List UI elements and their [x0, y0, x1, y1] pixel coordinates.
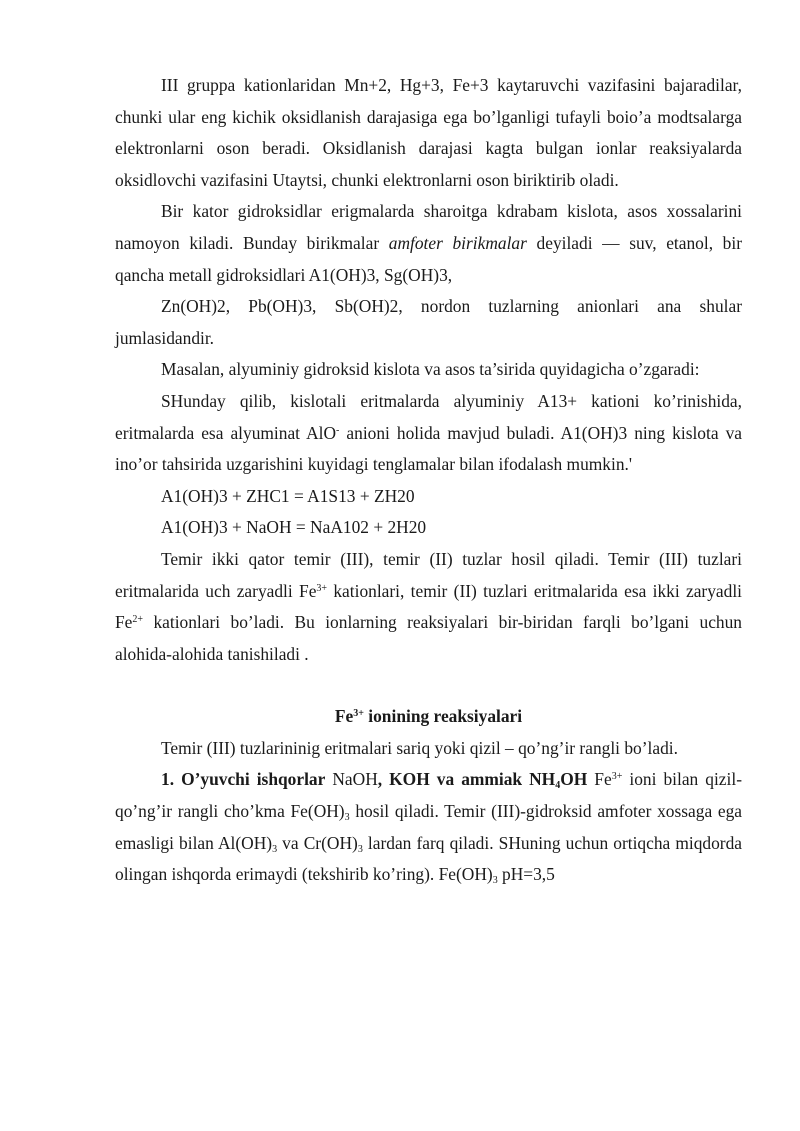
paragraph-text: anioni holida mavjud buladi. A1(OH)3 ning kislota va ino’or tahsirida uzgarishini kuyidagi tenglamalar bilan ifodalash mumkin.': [115, 422, 742, 475]
paragraph-reducing-cations: III gruppa kationlaridan Mn+2, Hg+3, Fe+3 kaytaruvchi vazifasini bajaradilar, chunki ular eng kichik oksidlanish darajasiga ega bo’lganligi tufayli boio’a modtsalarga elektronlarni oson beradi. Oksidlanish darajasi kagta bulgan ionlar reaksiyalarda oksidlovchi vazifasini Utaytsi, chunki elektronlarni oson biriktirib oladi.: [115, 75, 742, 190]
subscript: 3: [344, 812, 350, 824]
paragraph-text: pH=3,5: [497, 864, 555, 885]
paragraph-text: hosil qiladi. Temir (III)-gidroksid amfoter xossaga ega emasligi bilan Al(OH): [115, 801, 742, 853]
paragraph-amphoteric: [115, 196, 742, 291]
paragraph-iron-salts: [115, 544, 742, 670]
heading-text: ionining reaksiyalari: [363, 706, 523, 727]
superscript: 2+: [132, 614, 144, 626]
paragraph-text: kationlari bo’ladi. Bu ionlarning reaksiyalari bir-biridan farqli bo’lgani uchun alohida-alohida tanishiladi .: [115, 612, 742, 664]
subscript: 3: [357, 843, 363, 855]
paragraph-text: SHunday qilib, kislotali eritmalarda alyuminiy A13+ kationi ko’rinishida, eritmalarda esa alyuminat AlO: [115, 390, 742, 443]
superscript: -: [336, 424, 340, 436]
document-page: [115, 70, 742, 891]
heading-superscript: 3+: [353, 708, 364, 720]
paragraph-hydroxides-list: Zn(OH)2, Pb(OH)3, Sb(OH)2, nordon tuzlarning anionlari ana shular jumlasidandir.: [115, 296, 742, 348]
bold-text: 1. O’yuvchi ishqorlar: [161, 769, 326, 790]
paragraph-text: lardan farq qiladi. SHuning uchun ortiqcha miqdorda olingan ishqorda erimaydi (tekshirib ko’ring). Fe(OH): [115, 832, 742, 885]
equation-2: A1(OH)3 + NaOH = NaA102 + 2H20: [161, 517, 427, 538]
amphoteric-term: amfoter birikmalar: [388, 232, 527, 253]
paragraph-text: Temir ikki qator temir (III), temir (II) tuzlar hosil qiladi. Temir (III) tuzlari eritmalarida uch zaryadli Fe: [115, 548, 742, 601]
paragraph-text: deyiladi — suv, etanol, bir qancha metall gidroksidlari A1(OH)3, Sg(OH)3,: [115, 232, 743, 285]
paragraph-text: va Cr(OH): [277, 832, 358, 853]
paragraph-alkali-reaction: [115, 764, 742, 890]
paragraph-text: Fe: [587, 769, 612, 790]
paragraph-example: Masalan, alyuminiy gidroksid kislota va asos ta’sirida quyidagicha o’zgaradi:: [161, 359, 700, 380]
paragraph-iron-color: Temir (III) tuzlarininig eritmalari sariq yoki qizil – qo’ng’ir rangli bo’ladi.: [161, 737, 678, 758]
paragraph-text: NaOH: [325, 769, 378, 790]
heading-base: Fe: [334, 706, 354, 727]
subscript: 3: [272, 843, 278, 855]
subscript: 4: [555, 780, 561, 792]
equation-1: A1(OH)3 + ZHC1 = A1S13 + ZH20: [161, 485, 415, 506]
subscript: 3: [492, 875, 498, 887]
paragraph-text: Bir kator gidroksidlar erigmalarda sharoitga kdrabam kislota, asos xossalarini namoyon kiladi. Bunday birikmalar: [115, 201, 742, 253]
superscript: 3+: [611, 771, 623, 783]
superscript: 3+: [316, 582, 328, 594]
section-heading: [115, 701, 742, 733]
paragraph-text: ioni bilan qizil-qo’ng’ir rangli cho’kma Fe(OH): [115, 769, 742, 822]
paragraph-aluminium: [115, 386, 742, 481]
bold-part: , KOH va ammiak NH: [377, 769, 556, 790]
bold-text: [377, 769, 588, 792]
paragraph-text: kationlari, temir (II) tuzlari eritmalarida esa ikki zaryadli Fe: [115, 580, 742, 633]
bold-part: OH: [560, 769, 588, 790]
